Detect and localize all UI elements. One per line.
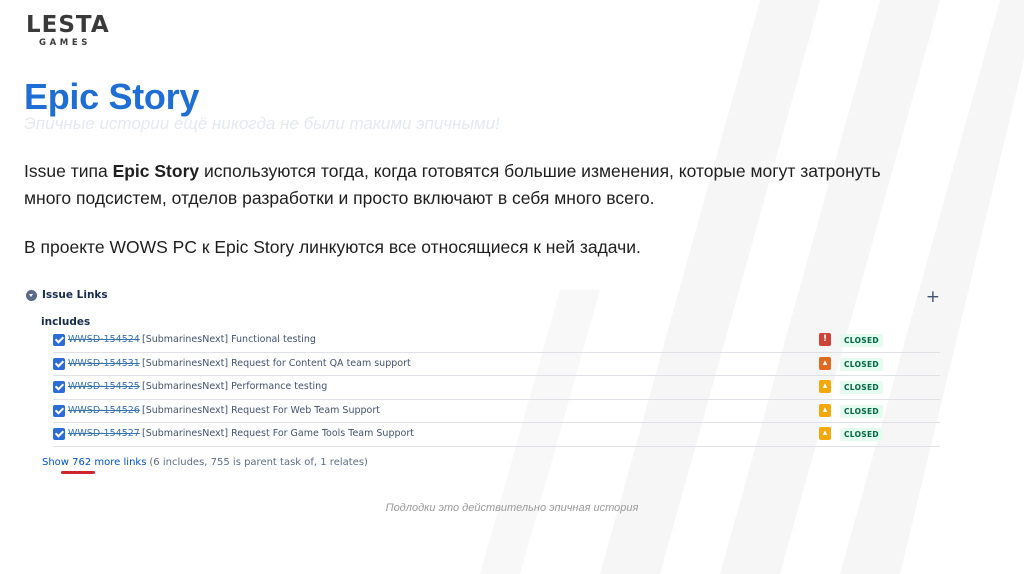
link-group-label: includes xyxy=(41,316,91,328)
issue-links-title: Issue Links xyxy=(42,289,108,301)
issue-key-link[interactable]: WWSD-154531 xyxy=(68,357,140,369)
status-badge: CLOSED xyxy=(840,405,883,418)
issue-summary: [SubmarinesNext] Functional testing xyxy=(142,334,316,345)
priority-major-icon: ▴ xyxy=(819,404,831,417)
issue-key-link[interactable]: WWSD-154525 xyxy=(68,381,140,392)
issue-summary: [SubmarinesNext] Performance testing xyxy=(142,381,328,392)
done-checkbox-icon xyxy=(53,358,65,370)
done-checkbox-icon xyxy=(53,428,65,440)
done-checkbox-icon xyxy=(53,334,65,346)
slide-title: Epic Story xyxy=(24,76,200,117)
status-badge: CLOSED xyxy=(840,358,883,371)
issue-key-link[interactable]: WWSD-154527 xyxy=(68,428,140,439)
status-badge: CLOSED xyxy=(840,381,883,394)
issue-key-link[interactable]: WWSD-154526 xyxy=(68,404,140,416)
linked-issue-row xyxy=(53,329,940,353)
show-more-detail: (6 includes, 755 is parent task of, 1 relates) xyxy=(149,457,368,468)
done-checkbox-icon xyxy=(53,405,65,417)
show-more-link[interactable]: Show 762 more links xyxy=(42,457,147,468)
issue-links-panel xyxy=(20,286,950,468)
linked-issues-list xyxy=(53,329,940,447)
plus-icon[interactable]: + xyxy=(925,287,940,307)
issue-summary: [SubmarinesNext] Request For Game Tools Team Support xyxy=(142,428,414,439)
linked-issue-row xyxy=(53,353,940,377)
paragraph-text-end: используются тогда, когда готовятся большие изменения, которые могут затронуть много подсистем, отделов разработки и просто включают в себя много всего. xyxy=(24,161,881,208)
show-more-links xyxy=(42,457,368,468)
collapse-chevron-icon[interactable] xyxy=(26,290,37,301)
issue-summary: [SubmarinesNext] Request for Content QA team support xyxy=(142,357,411,369)
red-underline-highlight xyxy=(61,471,95,474)
issue-links-header[interactable] xyxy=(20,286,950,308)
priority-blocker-icon: ! xyxy=(819,333,831,346)
paragraph-bold-term: Epic Story xyxy=(112,161,200,181)
priority-major-icon: ▴ xyxy=(819,427,831,440)
priority-major-icon: ▴ xyxy=(819,380,831,393)
slide-subtitle: Эпичные истории ещё никогда не были такими эпичными! xyxy=(24,114,500,133)
description-paragraph xyxy=(24,158,924,212)
done-checkbox-icon xyxy=(53,381,65,393)
status-badge: CLOSED xyxy=(840,428,883,441)
lesta-games-logo xyxy=(26,12,110,48)
slide-caption: Подлодки это действительно эпичная история xyxy=(385,502,639,514)
project-paragraph: В проекте WOWS PC к Epic Story линкуются все относящиеся к ней задачи. xyxy=(24,237,641,257)
paragraph-text-start: Issue типа xyxy=(24,161,113,181)
priority-critical-icon: ▴ xyxy=(819,357,831,370)
issue-key-link[interactable]: WWSD-154524 xyxy=(68,334,140,345)
linked-issue-row xyxy=(53,400,940,424)
logo-subtitle: GAMES xyxy=(39,38,91,48)
status-badge: CLOSED xyxy=(840,334,883,347)
linked-issue-row xyxy=(53,423,940,447)
issue-summary: [SubmarinesNext] Request For Web Team Support xyxy=(142,404,380,416)
linked-issue-row xyxy=(53,376,940,400)
logo-wordmark: LESTA xyxy=(26,12,110,38)
